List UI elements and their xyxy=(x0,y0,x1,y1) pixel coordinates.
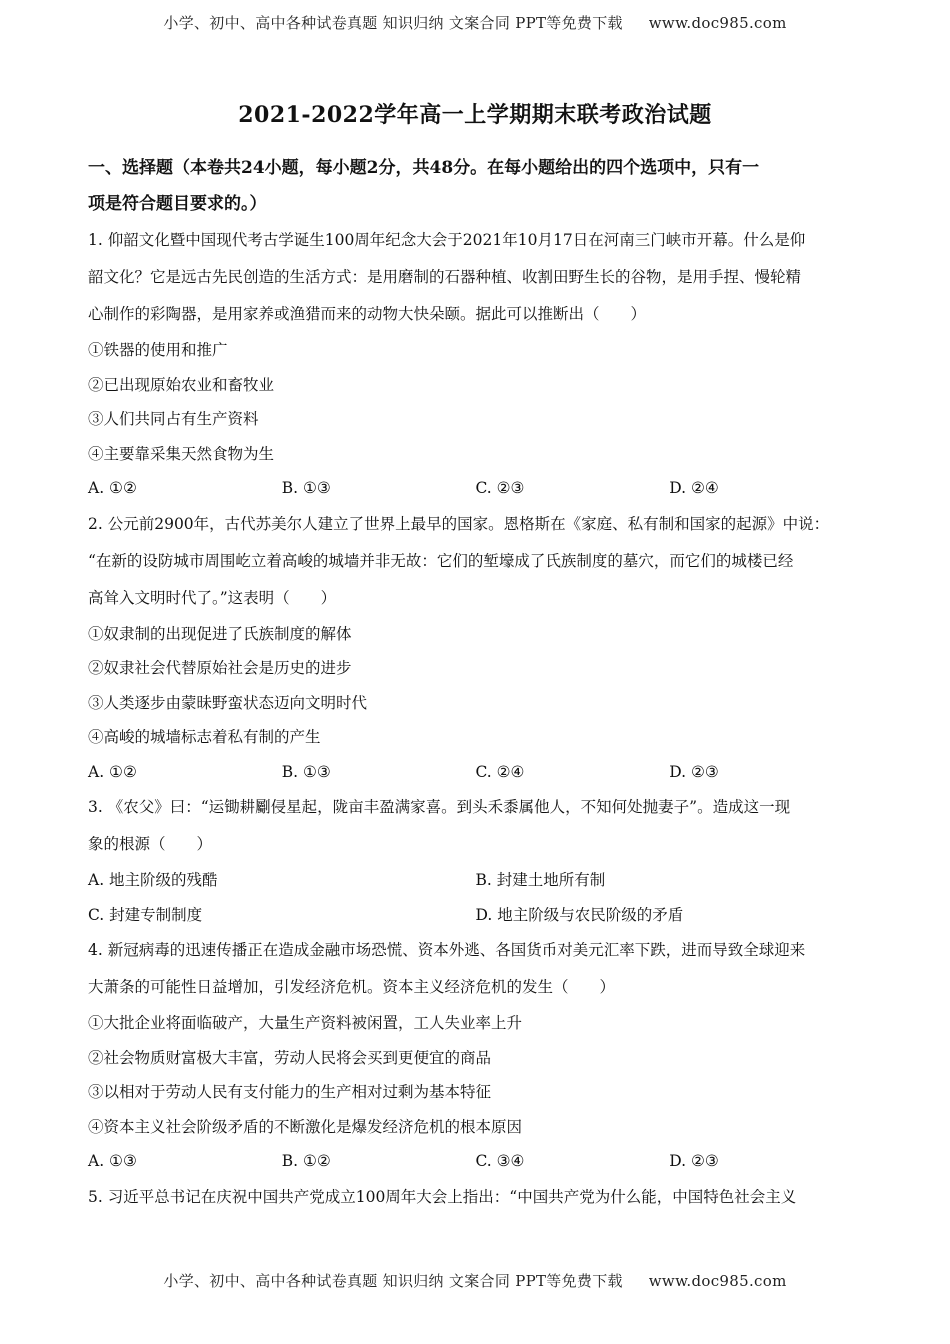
statement-option: ②已出现原始农业和畜牧业 xyxy=(88,375,275,394)
choice-c: C. ③④ xyxy=(475,1152,525,1170)
question-2 xyxy=(88,506,863,790)
question-text-line: 象的根源（ ） xyxy=(88,835,213,853)
question-text-line: 2. 公元前2900年，古代苏美尔人建立了世界上最早的国家。恩格斯在《家庭、私有制和国家的起源》中说： xyxy=(88,514,830,533)
statement-option: ①铁器的使用和推广 xyxy=(88,341,228,359)
choice-b: B. 封建土地所有制 xyxy=(475,871,606,889)
choice-c: C. ②④ xyxy=(475,762,525,781)
statement-option: ③人类逐步由蒙昧野蛮状态迈向文明时代 xyxy=(88,693,368,712)
choice-d: D. ②③ xyxy=(669,762,719,781)
choice-a: A. 地主阶级的残酷 xyxy=(88,871,218,889)
section-heading xyxy=(88,150,863,222)
statement-option: ①奴隶制的出现促进了氏族制度的解体 xyxy=(88,624,352,643)
footer-site-link[interactable]: www.doc985.com xyxy=(648,1272,787,1290)
choice-b: B. ①③ xyxy=(281,762,331,781)
section-heading-line: 一、选择题（本卷共24小题，每小题2分，共48分。在每小题给出的四个选项中，只有一 xyxy=(88,158,760,178)
question-text-line: “在新的设防城市周围屹立着高峻的城墙并非无故：它们的堑壕成了氏族制度的墓穴，而它们的城楼已经 xyxy=(88,551,794,570)
footer-text: 小学、初中、高中各种试卷真题 知识归纳 文案合同 PPT等免费下载 xyxy=(163,1272,623,1290)
answer-choices xyxy=(88,863,863,898)
choice-d: D. ②④ xyxy=(669,479,719,497)
choice-b: B. ①③ xyxy=(281,479,331,497)
choice-a: A. ①② xyxy=(88,479,137,497)
statement-option: ④主要靠采集天然食物为生 xyxy=(88,444,275,463)
exam-title: 2021-2022学年高一上学期期末联考政治试题 xyxy=(238,102,712,128)
choice-d: D. 地主阶级与农民阶级的矛盾 xyxy=(475,905,684,924)
answer-choices xyxy=(88,898,863,933)
question-4 xyxy=(88,932,863,1179)
answer-choices xyxy=(88,755,863,790)
question-3 xyxy=(88,789,863,932)
question-5 xyxy=(88,1179,863,1216)
question-text-line: 5. 习近平总书记在庆祝中国共产党成立100周年大会上指出：“中国共产党为什么能，中国特色社会主义 xyxy=(88,1187,797,1206)
choice-c: C. 封建专制制度 xyxy=(88,905,203,924)
statement-option: ④高峻的城墙标志着私有制的产生 xyxy=(88,728,321,746)
statement-option: ②奴隶社会代替原始社会是历史的进步 xyxy=(88,659,352,677)
question-1 xyxy=(88,222,863,506)
question-text-line: 高耸入文明时代了。”这表明（ ） xyxy=(88,588,337,607)
choice-d: D. ②③ xyxy=(669,1152,719,1170)
question-text-line: 4. 新冠病毒的迅速传播正在造成金融市场恐慌、资本外逃、各国货币对美元汇率下跌，进而导致全球迎来 xyxy=(88,941,806,959)
page-footer xyxy=(0,1270,950,1291)
header-site-link[interactable]: www.doc985.com xyxy=(648,14,787,32)
choice-c: C. ②③ xyxy=(475,479,525,497)
answer-choices xyxy=(88,1144,863,1179)
question-text-line: 心制作的彩陶器，是用家养或渔猎而来的动物大快朵颐。据此可以推断出（ ） xyxy=(88,305,647,323)
answer-choices xyxy=(88,471,863,506)
statement-option: ①大批企业将面临破产，大量生产资料被闲置，工人失业率上升 xyxy=(88,1014,523,1032)
question-text-line: 大萧条的可能性日益增加，引发经济危机。资本主义经济危机的发生（ ） xyxy=(88,978,616,996)
question-text-line: 3. 《农父》曰：“运锄耕劚侵星起，陇亩丰盈满家喜。到头禾黍属他人，不知何处抛妻子”。造成这一现 xyxy=(88,798,791,816)
page-header xyxy=(0,12,950,33)
statement-option: ③以相对于劳动人民有支付能力的生产相对过剩为基本特征 xyxy=(88,1083,492,1101)
question-text-line: 1. 仰韶文化暨中国现代考古学诞生100周年纪念大会于2021年10月17日在河南三门峡市开幕。什么是仰 xyxy=(88,231,806,249)
exam-content xyxy=(88,150,863,1216)
choice-a: A. ①③ xyxy=(88,1152,137,1170)
statement-option: ②社会物质财富极大丰富，劳动人民将会买到更便宜的商品 xyxy=(88,1048,492,1067)
question-text-line: 韶文化？它是远古先民创造的生活方式：是用磨制的石器种植、收割田野生长的谷物，是用手捏、慢轮精 xyxy=(88,268,802,286)
header-text: 小学、初中、高中各种试卷真题 知识归纳 文案合同 PPT等免费下载 xyxy=(163,14,623,32)
choice-b: B. ①② xyxy=(281,1152,331,1170)
statement-option: ③人们共同占有生产资料 xyxy=(88,410,259,428)
statement-option: ④资本主义社会阶级矛盾的不断激化是爆发经济危机的根本原因 xyxy=(88,1117,523,1136)
section-heading-line: 项是符合题目要求的。） xyxy=(88,194,267,214)
choice-a: A. ①② xyxy=(88,762,137,781)
